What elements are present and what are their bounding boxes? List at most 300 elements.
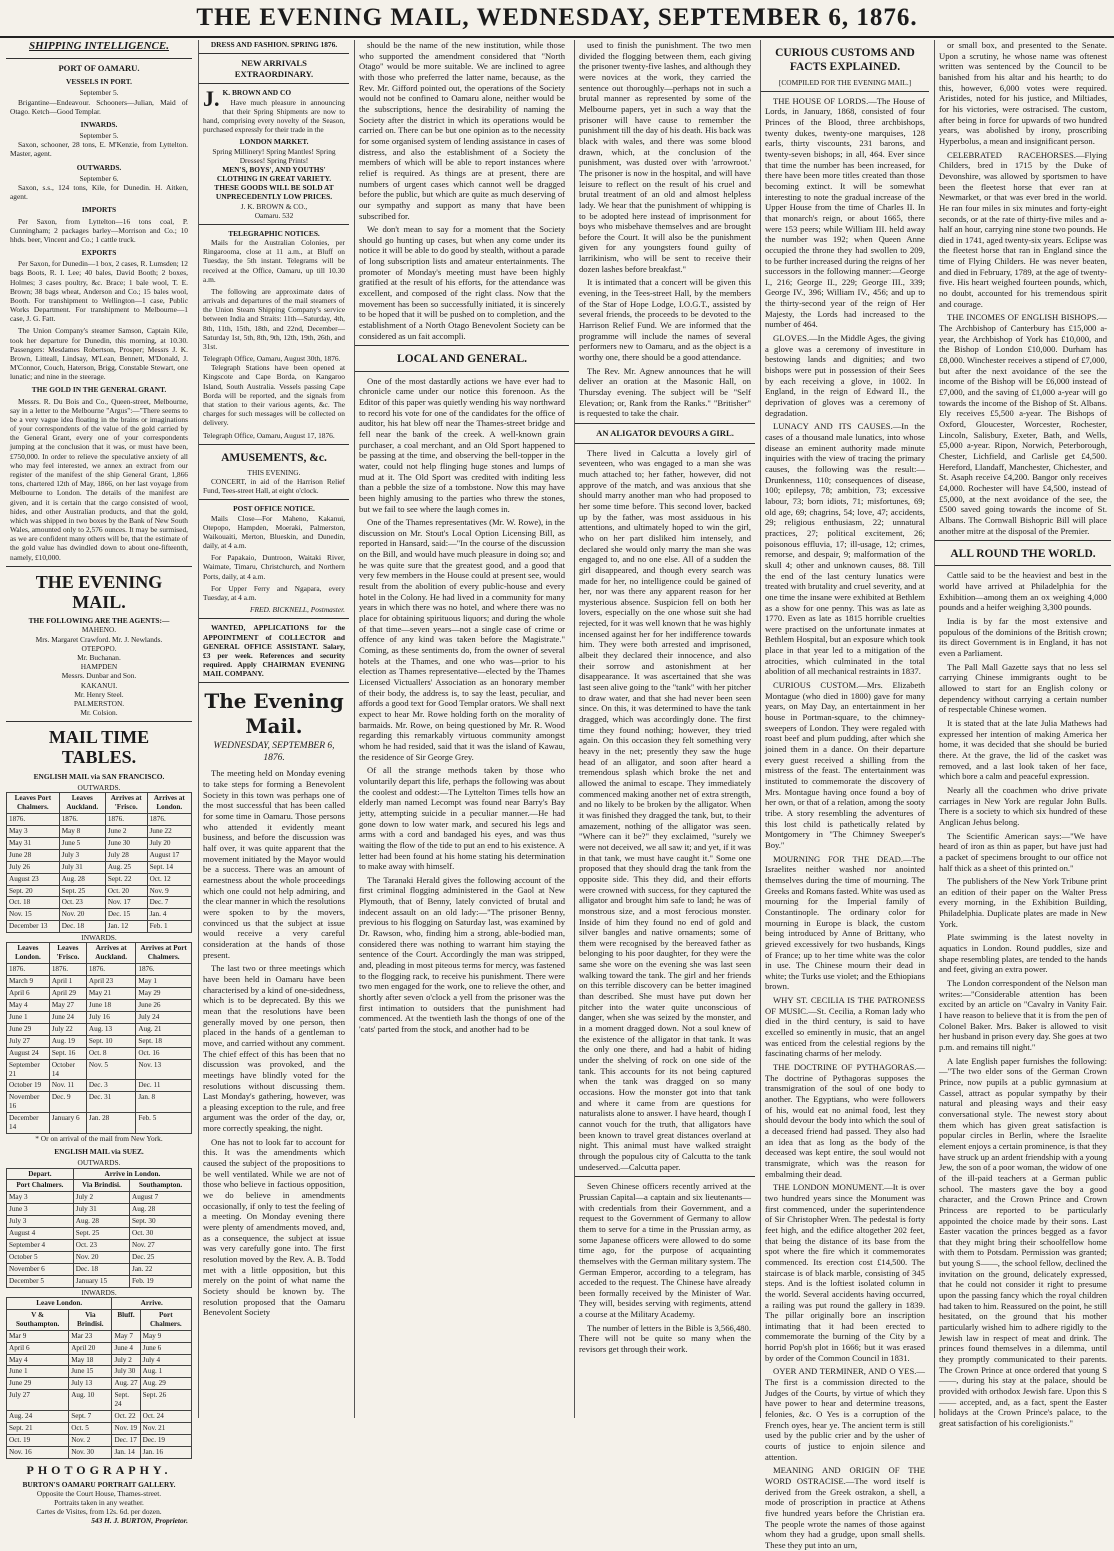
table-row: [7, 1092, 192, 1113]
table-row: [7, 849, 192, 861]
date-sep6: September 6.: [79, 173, 119, 183]
table-row: [7, 976, 192, 988]
table-row: [7, 909, 192, 921]
table-cell: Mar 9: [7, 1330, 69, 1342]
table-cell: July 2: [73, 1192, 129, 1204]
table-cell: June 6: [140, 1342, 191, 1354]
table-cell: Feb. 1: [147, 921, 191, 933]
table-subheader: Port Chalmers.: [140, 1309, 191, 1330]
table-cell: June 18: [86, 999, 135, 1011]
custom-paragraph: MEANING AND ORIGIN OF THE WORD OSTRACISE.—The word itself is derived from the Greek ostrakon, a shell, a mode of proscription in practice at Athens five hundred years before the Christian era. The people wrote the names of those against whom they had a grudge, upon small shells. These they put into an urn,: [765, 1465, 925, 1550]
table-cell: July 16: [86, 1011, 135, 1023]
table-row: [7, 1228, 192, 1240]
table-cell: June 3: [7, 1204, 74, 1216]
table-cell: Sept. 10: [86, 1035, 135, 1047]
divider: [355, 345, 569, 346]
port-heading: PORT OF OAMARU.: [58, 62, 140, 73]
jk-brown-place: Oamaru. 532: [254, 210, 294, 220]
table-cell: Dec. 3: [86, 1080, 135, 1092]
table-cell: Sept. 20: [7, 885, 60, 897]
table-cell: Aug. 1: [140, 1366, 191, 1378]
news-paragraph: The Taranaki Herald gives the following account of the first criminal flogging administered in the Gaol at New Plymouth, that of Benny, lately convicted of brutal and indecent assault on an old lady:—"The prisoner Benny, previous to his flogging on Saturday last, was examined by Dr. Rawson, who, finding him a strong, able-bodied man, considered there was nothing to warrant him staying the sentence of the Court. Accordingly the man was stripped, and, pleading in most piteous terms for mercy, was fastened to the flogging rack, to receive his punishment. There were two men engaged for the work, one to relieve the other, and shortly after seven o'clock a yell from the prisoner was the first intimation to outsiders that the punishment had commenced. At the twentieth lash the thongs of one of the 'cats' parted from the stock, and another had to be: [359, 874, 565, 1034]
table-header: Arrives at 'Frisco.: [105, 793, 147, 814]
hampden-agents: Messrs. Dunbar and Son.: [61, 671, 137, 681]
table-cell: May 8: [59, 825, 105, 837]
shipping-heading: SHIPPING INTELLIGENCE.: [29, 40, 169, 52]
table-cell: January 6: [49, 1113, 86, 1134]
news-paragraph: There lived in Calcutta a lovely girl of seventeen, who was engaged to a man she was much attached to; her father, however, did not approve of the match, and was anxious that she should marry another man who had proposed to her some time before. This second lover, backed up by the father, was most assiduous in his attentions, and ultimately hoped to win the girl, who on her part disliked him intensely, and declared she would only marry the man she was engaged to, and no one else. All of a sudden the girl disappeared, and though every search was made for her, no intelligence could be gained of her, nor was there any apparent reason for her mysterious absence. Suspicion fell on both her lovers, especially on the one whose suit she had rejected, for it was well known that he was highly incensed against her for her indifference towards him. They were both arrested and imprisoned, albeit they declared their innocence, and also their sorrow and astonishment at her disappearance. It was ascertained that she was last seen alive going to the "tank" with her pitcher to draw water, and that she had never been seen since. On this, it was determined to have the tank dragged, which was accordingly done. The first time they found nothing; however, they tried again. On this occasion they felt something very heavy in the net; presently they saw the huge head of an alligator, and soon after heard a tremendous splash which broke the net and allowed the animal to escape. They immediately commenced making another net of extra strength, and no likely to be broken by the alligator. When it was finished they dragged the tank, but, to their amazement, nothing of the alligator was seen. "Where can it be?" they exclaimed, "surely we were not deceived, we all saw it; and yet, if it was in that tank, we must have caught it." Some one proposed that they should drag the tank from the opposite side. This they did, and their efforts were crowned with success, for they captured the alligator and brought him safe to land; he was of monstrous size, and a most ferocious monster. Inside of him they found no end of gold and silver bangles and native ornaments; some of them were recognised by the bereaved father as belonging to his poor daughter, for they were the same she wore on the evening she was last seen walking toward the tank. The girl and her friends on this terrible discovery can be better imagined than described. She must have put down her pitcher into the water quite unconscious of danger, when she was seized by the monster, and in a moment dragged down. Not a soul knew of the existence of the alligator in that tank. It was the only one there, and had a habit of hiding under the shelving of rock on one side of the tank. This accounts for its not being captured when the tank was dragged on so many occasions. How the monster got into that tank and where it came from are questions for naturalists alone to answer. I have heard, though I cannot vouch for the truth, that alligators have been known to travel great distances overland at night. This animal must have walked straight through the populous city of Calcutta to the tank undeserved.—Calcutta paper.: [579, 447, 751, 1172]
custom-paragraph: THE INCOMES OF ENGLISH BISHOPS.—The Archbishop of Canterbury has £15,000 a-year, the Archbishop of York has £10,000, and the Bishop of London £10,000. Durham has £8,000. Winchester receives a stipend of £7,000, but after the next avoidance of the see the income of the Bishop will be £6,000 instead of £7,000, and the saving of £1,000 a-year will go towards the income of the Bishop of St. Albans. Ely receives £5,500 a-year. The Bishops of Oxford, Gloucester, Worcester, Rochester, Lincoln, Salisbury, Exeter, Bath, and Wells, £5,000 a-year. Ripon, Norwich, Peterborough, Chester, Lichfield, and Carlisle get £4,500. Hereford, Llandaff, Manchester, Chichester, and St. Asaph receive £4,200. Bangor only receives £4,000. Rochester will have £4,500, instead of £5,000, at the next avoidance of the see, the £500 saved going towards the income of St. Albans. The Cornwall Bishopric Bill will place another mitre at the disposal of the Premier.: [939, 312, 1107, 536]
divider: [935, 540, 1111, 541]
table-cell: Jan. 8: [136, 1092, 192, 1113]
table-cell: November 16: [7, 1092, 50, 1113]
gold-heading: THE GOLD IN THE GENERAL GRANT.: [31, 385, 167, 395]
this-evening: THIS EVENING.: [247, 467, 301, 477]
table-cell: Dec. 15: [105, 909, 147, 921]
column-local-news: [574, 40, 755, 1418]
table-cell: May 3: [7, 1192, 74, 1204]
table-cell: May 21: [86, 988, 135, 1000]
table-cell: Aug. 29: [140, 1378, 191, 1390]
divider: [6, 721, 192, 722]
outwards-heading: OUTWARDS.: [76, 162, 122, 172]
dropcap-j-icon: J.: [203, 86, 220, 112]
vessels-list: Brigantine—Endeavour. Schooners—Julian, Maid of Otago. Ketch—Good Templar.: [10, 97, 188, 116]
table-cell: 1876.: [49, 964, 86, 976]
table-row: [7, 1446, 192, 1458]
table-cell: July 3: [59, 849, 105, 861]
news-paragraph: Seven Chinese officers recently arrived at the Prussian Capital—a captain and six lieutenants—with credentials from their Government, and a request to the Government of Germany to allow them to serve for a time in the Prussian army, as some Japanese officers were allowed to do some time ago, for the purpose of acquainting themselves with the German military system. The German Emperor, according to a telegram, has acceded to the request. The Chinese have already been formally received by the Minister of War. They will, besides serving with regiments, attend a course at the Military Academy.: [579, 1181, 751, 1320]
world-paragraph: The Pall Mall Gazette says that no less sel carrying Chinese immigrants ought to be allowed to start for an English colony or dependency without carrying a certain number of respectable Chinese women.: [939, 661, 1107, 715]
table-row: [7, 1354, 192, 1366]
post-text-3: For Upper Ferry and Ngapara, every Tuesday, at 4 a.m.: [203, 583, 345, 602]
table-row: [7, 1435, 192, 1447]
column-curious-customs: [760, 40, 929, 1550]
table-header: Depart.: [7, 1168, 74, 1180]
table-cell: August 7: [130, 1192, 192, 1204]
table-cell: August 17: [147, 849, 191, 861]
custom-paragraph: THE HOUSE OF LORDS.—The House of Lords, in January, 1868, consisted of four Princes of the Blood, three archbishops, twenty dukes, twenty-one marquises, 128 earls, thirty viscounts, 231 barons, and twenty-seven bishops; in all, 464. Ever since that time the number has been increased, for there have been more titles created than those becoming extinct. It will be somewhat interesting to note the gradual increase of the Upper House from the time of Charles II. In that monarch's reign, or about 1665, there were 153 peers; while William III. held away the number was 192; when Queen Anne occupied the throne they had swollen to 209, to be further increased during the reigns of her successors in the following manner:—George I., 216; George II., 229; George III., 339; George IV., 396; William IV., 456; and up to the thirty-second year of the reign of Her Majesty, the Lords had increased to the number of 464.: [765, 95, 925, 330]
table-cell: July 28: [105, 849, 147, 861]
editorial-paragraph: We don't mean to say for a moment that the Society should go hunting up cases, but when any come under its notice it will be able to do good by stealth, without a parade of long subscription lists and amateur entertainments. The promoter of Monday's meeting must have been highly gratified at the result of his efforts, for the attendance was excellent, and composed of the right class. Now that the movement has been so successfully initiated, it is sincerely to be hoped that it will be pushed on to completion, and the establishment of a North Otago Benevolent Society can be considered as un fait accompli.: [359, 224, 565, 341]
table-cell: Sept. 21: [7, 1423, 69, 1435]
table-cell: July 26: [7, 861, 60, 873]
table-cell: Oct. 19: [7, 1435, 69, 1447]
table-cell: Oct. 30: [130, 1228, 192, 1240]
evening-mail-banner: The Evening Mail.: [204, 689, 344, 739]
table-cell: Nov. 11: [49, 1080, 86, 1092]
table-cell: Oct. 16: [136, 1047, 192, 1059]
table-header: Arrive.: [112, 1297, 192, 1309]
column-world-news: [934, 40, 1111, 1428]
table-cell: Jan. 12: [105, 921, 147, 933]
divider: [199, 83, 349, 84]
world-paragraph: It is stated that at the late Julia Mathews had expressed her intention of making America her home, it was decided that she should be buried there. At the grave, the lid of the casket was removed, and a last look taken of her face, which bore a calm and peaceful expression.: [939, 717, 1107, 782]
spring-list: Spring Millinery! Spring Mantles! Spring Dresses! Spring Prints!: [212, 146, 336, 165]
table-cell: Oct. 8: [86, 1047, 135, 1059]
otepopo-heading: OTEPOPO.: [81, 643, 117, 653]
divider: [199, 53, 349, 54]
sf-inwards-table: [6, 942, 192, 1134]
table-cell: May 1: [136, 976, 192, 988]
table-cell: Oct. 20: [105, 885, 147, 897]
exports-heading: EXPORTS: [81, 248, 117, 258]
suez-heading: ENGLISH MAIL via SUEZ.: [54, 1147, 144, 1157]
table-cell: Aug. 21: [136, 1023, 192, 1035]
maheno-heading: MAHENO.: [81, 625, 117, 635]
table-cell: Jan. 28: [86, 1113, 135, 1134]
table-cell: July 3: [7, 1216, 74, 1228]
divider: [6, 58, 192, 59]
gold-text: Messrs. R. Du Bois and Co., Queen-street, Melbourne, say in a letter to the Melbourne "Argus":—"There seems to be a very vague idea floating in the brains or imaginations of your correspondents of the value of the gold carried by the General Grant, every one of your correspondents jumping at the conclusion that it was, or must have been, £750,000. In order to relieve the speculative anxiety of all who may feel interested, we annex an extract from our register of the manifest of the ship General Grant, 1,866 tons, chartered 12th of May, 1866, on her last voyage from Melbourne to London. The details of the manifest are given, and it is certain that the cargo consisted of wool, hides, and other Australian products, and that the gold, which was shipped in two boxes by the Bank of New South Wales, amounted only to 2,576 ounces. It may be surmised, as we are confident many others will be, that the estimate of the gold value has dwindled down to about one-fifteenth, namely, £10,000.: [10, 396, 188, 562]
sf-note: * Or on arrival of the mail from New York.: [35, 1134, 163, 1144]
table-cell: June 15: [69, 1366, 112, 1378]
burton-signature: 543 H. J. BURTON, Proprietor.: [91, 1516, 188, 1526]
table-row: [7, 1192, 192, 1204]
table-cell: Jan. 22: [130, 1263, 192, 1275]
vessels-in-port-heading: VESSELS IN PORT.: [66, 77, 132, 87]
table-cell: Aug. 13: [86, 1023, 135, 1035]
table-cell: 1876.: [105, 813, 147, 825]
editorial-paragraph: The last two or three meetings which have been held in Oamaru have been characterised by a kind of one-sidedness, which is to be deprecated. By this we mean that the resolutions have been generally moved by one person, then placed in the hands of a gentleman to move, and carried without any comment. The chief effect of this has been that no discussion was provoked, and the meetings have blindly voted for the resolutions without discussing them. Last Monday's gathering, however, was a pleasing exception to the rule, and free argument was the order of the day, or, more correctly speaking, the night.: [203, 963, 345, 1134]
table-cell: August 23: [7, 873, 60, 885]
table-cell: Sept. 7: [69, 1411, 112, 1423]
telegraphic-text-2: The following are approximate dates of arrivals and departures of the mail steamers of the Union Steam Shipping Company's service between India and Straits: 11th—Saturday, 4th, 8th, 11th, 15th, 18th, and 22nd, December—Saturday 1st, 5th, 8th, 9th, 12th, 19th, 26th, and 31st.: [203, 286, 345, 351]
divider: [199, 682, 349, 683]
table-cell: July 27: [7, 1035, 50, 1047]
table-cell: April 1: [49, 976, 86, 988]
table-cell: July 31: [73, 1204, 129, 1216]
table-cell: August 4: [7, 1228, 74, 1240]
table-cell: Aug. 10: [69, 1390, 112, 1411]
date-sep5: September 5.: [79, 88, 119, 98]
divider: [355, 371, 569, 372]
table-cell: September 21: [7, 1059, 50, 1080]
table-row: [7, 1263, 192, 1275]
table-row: [7, 1023, 192, 1035]
table-cell: June 1: [7, 1011, 50, 1023]
suez-inwards-table: [6, 1297, 192, 1459]
masthead-title: THE EVENING MAIL, WEDNESDAY, SEPTEMBER 6, 1876.: [196, 4, 918, 31]
column-editorial: [354, 40, 569, 1418]
telegraph-note: Telegraph Stations have been opened at Kingscote and Cape Borda, on Kangaroo Island, South Australia. Vessels passing Cape Borda will be reported, and the signals from that station to their various agents, &c. The charges for such messages will be collected on delivery.: [203, 363, 345, 428]
custom-paragraph: THE LONDON MONUMENT.—It is over two hundred years since the Monument was first commenced, under the superintendence of Sir Christopher Wren. The pedestal is forty feet high, and the edifice altogether 202 feet, that being the distance of its base from the spot where the fire which it commemorates commenced. Its erection cost £14,500. The staircase is of black marble, consisting of 345 steps. And is the loftiest isolated column in the world. Several accidents having occurred, a railing was put round the gallery in 1839. The pillar originally bore an inscription intimating that it had been erected to commemorate the burning of the City by a horrid Pop'sh plot in 1666; but it was erased by order of the Common Council in 1831.: [765, 1182, 925, 1363]
table-cell: July 20: [147, 837, 191, 849]
table-cell: July 27: [7, 1390, 69, 1411]
imports-text: Per Saxon, from Lyttelton—16 tons coal, P. Cunningham; 2 packages barley—Morrison and Co.; 10 hhds. beer, Vincent and Co.; 1 cattle truck.: [10, 216, 188, 244]
table-cell: Dec. 7: [147, 897, 191, 909]
exports-text: Per Saxon, for Dunedin—1 box, 2 cases, R. Lumsden; 12 bags Boots, R. I. Lee; 40 bales, David Booth; 2 boxes, Holmes; 3 cases poultry, &c. Brace; 1 bale wool, T. E. Brown; 38 bags wheat, Anderson and Co.; 15 bales wool, Booth. For transhipment to Wellington—1 case, Public Works Department. For transhipment to Melbourne—1 case, J. G. Fatt.: [10, 259, 188, 324]
custom-paragraph: GLOVES.—In the Middle Ages, the giving a glove was a ceremony of investiture in bestowing lands and dignities; and two bishops were put in possession of their Sees by each receiving a glove, in 1002. In England, in the reign of Edward II., the deprivation of gloves was a ceremony of degradation.: [765, 333, 925, 418]
sf-outwards-table: [6, 792, 192, 933]
telegraph-office: Telegraph Office, Oamaru, August 30th, 1876.: [203, 354, 341, 364]
table-cell: Nov. 16: [7, 1446, 69, 1458]
dress-heading: DRESS AND FASHION. SPRING 1876.: [210, 40, 338, 49]
post-text-2: For Papakaio, Duntroon, Waitaki River, Waimate, Timaru, Christchurch, and Northern Ports, daily, at 4 a.m.: [203, 553, 345, 581]
table-cell: Oct. 22: [112, 1411, 140, 1423]
table-cell: Aug. 24: [7, 1411, 69, 1423]
editorial-paragraph: One has not to look far to account for this. It was the amendments which caused the subject of the propositions to be well ventilated. While we are not of those who believe in factious opposition, we do believe in amendments occasionally, if only to test the feeling of a meeting. On Monday evening there were plenty of amendments moved, and, as a consequence, the subject at issue was very carefully gone into. The first resolution moved by the Rev. A. B. Todd met with a little opposition, but this merely on the point of what name the Society should be known by. The resolution proposed that the Oamaru Benevolent Society: [203, 1136, 345, 1318]
table-cell: Dec. 31: [86, 1092, 135, 1113]
palmerston-heading: PALMERSTON.: [73, 698, 125, 708]
table-cell: Sept. 25: [59, 885, 105, 897]
table-row: [7, 1342, 192, 1354]
table-cell: September 4: [7, 1240, 74, 1252]
table-cell: December 13: [7, 921, 60, 933]
table-cell: April 23: [86, 976, 135, 988]
column-shipping: [6, 40, 192, 1526]
table-cell: Oct. 12: [147, 873, 191, 885]
table-cell: Aug. 28: [130, 1204, 192, 1216]
table-cell: Sept. 26: [140, 1390, 191, 1411]
news-paragraph: One of the Thames representatives (Mr. W. Rowe), in the discussion on Mr. Stout's Local Option Licensing Bill, as reported in Hansard, said:—"In the course of the discussion on the Bill, and would have much pleasure in doing so; and he was quite sure that the greatest good, and a good that very few members in the House could at present see, would result from the abolition of every public-house and every hotel in the Colony. He had lived in a community for many years in which there was no hotel, and where there was no place for obtaining spirituous liquors; and during the whole of that time—seven years—not a single case of crime or offence of any kind was taken before the Magistrate." Coming, as these sentiments do, from the owner of several hotels at the Thames, and one who was—prior to his election as Thames representative—elected by the Thames Licensed Victuallers' Association as an honorary member of their body, the address is, to say the least, peculiar, and affords a good text for Good Templar orators. We shall next expect to hear Mr. Rowe holding forth on the morality of barmaids. Mr. Rowe, on being questioned by Mr. R. Wood regarding this remarkably virtuous community amongst whom he had resided, said that it was the island of Kawau, the residence of Sir George Grey.: [359, 517, 565, 762]
table-cell: May 4: [7, 999, 50, 1011]
table-cell: August 24: [7, 1047, 50, 1059]
editorial-paragraph: should be the name of the new institution, while those who supported the amendment considered that "North Otago" would be more suitable. We are inclined to agree with those who preferred the latter name, because, as the Rev. Mr. Gifford pointed out, the operations of the Society would not be confined to Oamaru alone, neither would be the subscriptions, hence the desirability of naming the Society after the district in which its operations would be carried on. There can be but one opinion as to the necessity for some organised system of lending assistance in cases of distress, and also the establishment of a Society the members of which will be able to report instances where relief is required. As things are at present, there are numbers of urgent cases which cannot well be dragged before the public, but which are quite as much deserving of our sympathy and support as many that have been subscribed for.: [359, 40, 565, 221]
custom-paragraph: WHY ST. CECILIA IS THE PATRONESS OF MUSIC.—St. Cecilia, a Roman lady who died in the third century, is said to have excelled so eminently in music, that an angel was enticed from the celestial regions by the fascinating charms of her melody.: [765, 995, 925, 1059]
world-paragraph: India is by far the most extensive and populous of the dominions of the British crown; its direct Government is in England, it has not even a Parliament.: [939, 616, 1107, 659]
kakanui-agents: Mr. Henry Steel.: [74, 689, 124, 699]
table-row: [7, 1011, 192, 1023]
news-paragraph: The Rev. Mr. Agnew announces that he will deliver an oration at the Masonic Hall, on Thursday evening. The subject will be "Self Elevation; or, Rank from the Ranks." "Britisher" is requested to take the chair.: [579, 365, 751, 419]
table-cell: Nov. 9: [147, 885, 191, 897]
sf-outwards-label: OUTWARDS.: [77, 782, 121, 792]
table-row: [7, 897, 192, 909]
table-cell: Nov. 19: [112, 1423, 140, 1435]
wanted-ad: WANTED, APPLICATIONS for the APPOINTMENT of COLLECTOR and GENERAL OFFICE ASSISTANT. Salary, £3 per week. References and security required. Apply CHAIRMAN EVENING MAIL COMPANY.: [203, 623, 345, 679]
table-cell: June 24: [49, 1011, 86, 1023]
table-cell: Dec. 25: [130, 1252, 192, 1264]
news-paragraph: The number of letters in the Bible is 3,566,480. There will not be quite so many when the revisors get through their work.: [579, 1322, 751, 1355]
table-cell: May 18: [69, 1354, 112, 1366]
table-cell: 1876.: [136, 964, 192, 976]
table-header: Leaves London.: [7, 943, 50, 964]
custom-paragraph: MOURNING FOR THE DEAD.—The Israelites neither washed nor anointed themselves during the time of mourning. The Greeks and Romans fasted. White was used as mourning for the Imperial family of Constantinople. The ordinary color for mourning in Europe is black, the custom being introduced by Anne of Brittany, who grieved excessively for two husbands, Kings of France; up to her time white was the color in use. The Chinese mourn their dead in white; the Turks use violet; and the Ethiopians brown.: [765, 853, 925, 992]
table-cell: 1876.: [147, 813, 191, 825]
table-cell: Nov. 21: [140, 1423, 191, 1435]
table-cell: May 31: [7, 837, 60, 849]
table-cell: Sept. 22: [105, 873, 147, 885]
clothing-heading: MEN'S, BOYS', AND YOUTHS' CLOTHING IN GREAT VARIETY.: [216, 164, 332, 184]
table-cell: June 29: [7, 1023, 50, 1035]
table-row: [7, 813, 192, 825]
table-cell: April 6: [7, 1342, 69, 1354]
inwards-heading: INWARDS.: [80, 119, 118, 129]
table-cell: July 2: [112, 1354, 140, 1366]
table-subheader: Via Brindisi.: [69, 1309, 112, 1330]
table-row: [7, 873, 192, 885]
table-cell: June 5: [59, 837, 105, 849]
table-row: [7, 1330, 192, 1342]
table-cell: December 5: [7, 1275, 74, 1287]
table-cell: Aug. 19: [49, 1035, 86, 1047]
world-paragraph: Plate swimming is the latest novelty in aquatics in London. Round puddles, size and shape resembling plates, are tended to the hands and feet, giving an extra power.: [939, 932, 1107, 975]
inwards-text: Saxon, schooner, 28 tons, E. M'Kenzie, from Lyttelton. Master, agent.: [10, 140, 188, 159]
table-cell: Dec. 18: [59, 921, 105, 933]
table-row: [7, 1080, 192, 1092]
post-text: Mails Close—For Maheno, Kakanui, Otepopo, Hampden, Moeraki, Palmerston, Waikouaiti, Merton, Blueskin, and Dunedin, daily, at 4 a.m.: [203, 513, 345, 551]
divider: [199, 224, 349, 225]
world-paragraph: A late English paper furnishes the following:—"The two elder sons of the German Crown Prince, now pupils at a public gymnasium at Cassel, attract as popular sympathy by their natural and pleasing ways and their easy conversational style. The newest story about them which has given great satisfaction is popular circles in Berlin, where the Israelite element enjoys a certain prominence, is that they have struck up an ardent friendship with a young Jew, the son of a poor woman, the widow of one of the ill-paid teachers at a German public school. The masters gave the boy a good character, and the Crown Prince and Crown Princess are reported to be particularly appointed the choice made by their sons. Last Easter vacation the princes begged as a favor that they might bring their schoolfellow home with them to Potsdam. Permission was granted; but young S——, the school fellow, declined the invitation on the ground, delicately expressed, that he could not consider it right to presume upon the passing fancy which the royal children had taken to him. Reassured on the point, he still hesitated, on the ground that his mother particularly wished him to adhere rigidly to the Jewish law in respect of meat and drink. The princes found themselves in a dilemma, until they promptly communicated to their parents. The Crown Prince at once ordered that young S——, during his stay at the palace, should be provided with orthodox Jewish fare. Upon this S—— accepted, and, as a fact, spent the Easter holidays at the Crown Prince's palace, to the great satisfaction of his coreligionists.": [939, 1055, 1108, 1428]
table-row: [7, 988, 192, 1000]
table-row: [7, 1216, 192, 1228]
table-cell: Aug. 28: [59, 873, 105, 885]
union-company-text: The Union Company's steamer Samson, Captain Kile, took her departure for Dunedin, this morning, at 10.30. Passengers: Mesdames Robertson, Prosper; Messrs J. K. Brown, Litteall, Lindsay, M'Lean, Bennett, M'Donald, J. M'Connor, Couch, Haterson, Brigg, Constable Stewart, one lunatic; and nine in the steerage.: [10, 326, 188, 382]
divider: [935, 565, 1111, 566]
news-paragraph: One of the most dastardly actions we have ever had to chronicle came under our notice this forenoon. As the Editor of this paper was quietly wending his way northward to record his vote for one of the candidates for the office of auditor, his hat blew off near the Thames-street bridge and fell near the bank of the creek. A well-known grain purchaser, a coal merchant, and an Old Sport happened to be passing at the time, and observing the bell-topper in the water, could not help flinging huge stones and lumps of mud at it. The Old Sport was credited with inditing less than a pebble the size of a tombstone. Now this may have been highly amusing to the parties who threw the stones, but we fail to see where the laugh comes in.: [359, 375, 565, 514]
curious-customs-heading: CURIOUS CUSTOMS AND FACTS EXPLAINED.: [775, 47, 915, 74]
table-cell: October 14: [49, 1059, 86, 1080]
divider: [761, 91, 929, 92]
table-cell: Dec. 18: [73, 1263, 129, 1275]
table-cell: Nov. 15: [7, 909, 60, 921]
table-cell: Sept. 16: [49, 1047, 86, 1059]
table-row: [7, 999, 192, 1011]
table-cell: Sept. 30: [130, 1216, 192, 1228]
table-header: Leaves 'Frisco.: [49, 943, 86, 964]
custom-paragraph: CURIOUS CUSTOM.—Mrs. Elizabeth Montague (who died in 1800) gave for many years, on May Day, an entertainment in her house in Portman-square, to the chimney-sweepers of London. They were regaled with roast beef and plum pudding, after which she joined them in a dance. On their departure every guest received a shilling from the mistress of the feast. The entertainment was instituted to commemorate the discovery of Mrs. Montague having once found a boy of her own, or that of a relation, among the sooty tribe. A story resembling the adventures of this lost child is pathetically related by Montgomery in "The Chimney Sweeper's Boy.": [765, 680, 925, 850]
table-cell: June 1: [7, 1366, 69, 1378]
news-paragraph: It is intimated that a concert will be given this evening, in the Tees-street Hall, by the members of the Star of Hope Lodge, I.O.G.T., assisted by several friends, the proceeds to be devoted to the Harrison Relief Fund. We are informed that the programme will include the names of several performers new to Oamaru, and as the object is a worthy one, there should be a good attendance.: [579, 277, 751, 363]
world-paragraph: Nearly all the coachmen who drive private carriages in New York are regular John Bulls. There is a society to which six hundred of these Anglican Jehus belong.: [939, 784, 1107, 827]
otepopo-agents: Mr. Buchanan.: [77, 652, 121, 662]
news-paragraph: Of all the strange methods taken by those who voluntarily depart this life, perhaps the following was about the coolest and oddest:—The Lyttelton Times tells how an elderly man named Lecompt was found near Barry's Bay jetty, attempting suicide in a peculiar manner.—He had gone down to low water mark, and secured his legs and arms with a cord and bandaged his eyes, and was thus waiting the flow of the tide to put an end to his existence. A letter had been found at his home stating his determination to make away with himself.: [359, 765, 565, 872]
table-cell: Oct. 23: [73, 1240, 129, 1252]
arrivals-heading: NEW ARRIVALS EXTRAORDINARY.: [234, 58, 314, 79]
table-cell: July 4: [140, 1354, 191, 1366]
table-header: Arrives at Auckland.: [86, 943, 135, 964]
table-row: [7, 1113, 192, 1134]
divider: [6, 566, 192, 567]
table-row: [7, 1390, 192, 1411]
table-cell: July 22: [49, 1023, 86, 1035]
table-cell: Dec. 19: [140, 1435, 191, 1447]
kakanui-heading: KAKANUI.: [80, 680, 118, 690]
telegraphic-text: Mails for the Australian Colonies, per Ringarooma, close at 11 a.m., at Bluff on Tuesday, the 5th instant. Telegrams will be received at the Office, Oamaru, up till 10.30 a.m.: [203, 238, 345, 284]
table-cell: June 26: [136, 999, 192, 1011]
suez-inwards-label: INWARDS.: [81, 1287, 117, 1297]
table-cell: Sept. 24: [112, 1390, 140, 1411]
table-cell: July 30: [112, 1366, 140, 1378]
london-market: LONDON MARKET.: [239, 137, 309, 147]
agents-heading: THE FOLLOWING ARE THE AGENTS:—: [28, 616, 170, 626]
jk-brown-text: Have much pleasure in announcing that their Spring Shipments are now to hand, comprising every novelty of the Season, purchased expressly for their trade in the: [203, 97, 345, 135]
world-paragraph: The Scientific American says:—"We have heard of iron as thin as paper, but have just had a packet of specimens brought to our office not half thick as a sheet of this printed on.": [939, 830, 1107, 873]
world-paragraph: The publishers of the New York Tribune print an edition of their paper on the Walter Press every morning, in the Exhibition Building, Philadelphia. Duplicate plates are made in New York.: [939, 876, 1107, 929]
table-cell: Oct. 5: [69, 1423, 112, 1435]
editorial-dateline: WEDNESDAY, SEPTEMBER 6, 1876.: [213, 740, 335, 763]
table-cell: Oct. 24: [140, 1411, 191, 1423]
table-header: Leaves Port Chalmers.: [7, 793, 60, 814]
table-subheader: V & Southampton.: [7, 1309, 69, 1330]
table-cell: Nov. 17: [105, 897, 147, 909]
divider: [575, 443, 755, 444]
sf-inwards-label: INWARDS.: [81, 933, 117, 943]
table-cell: May 7: [112, 1330, 140, 1342]
table-row: [7, 1423, 192, 1435]
table-row: [7, 1204, 192, 1216]
table-cell: Feb. 5: [136, 1113, 192, 1134]
table-cell: May 9: [140, 1330, 191, 1342]
masthead: [0, 0, 1114, 38]
concert-text: CONCERT, in aid of the Harrison Relief Fund, Tees-street Hall, at eight o'clock.: [203, 477, 345, 496]
table-row: [7, 964, 192, 976]
table-cell: Sept. 14: [147, 861, 191, 873]
burton-weather: Portraits taken in any weather.: [54, 1498, 144, 1508]
suez-outwards-label: OUTWARDS.: [77, 1158, 121, 1168]
table-cell: Oct. 23: [59, 897, 105, 909]
table-cell: Aug. 25: [105, 861, 147, 873]
hampden-heading: HAMPDEN: [80, 662, 118, 672]
evening-mail-heading: THE EVENING MAIL.: [35, 571, 163, 612]
burton-price: Cartes de Visites, from 12s. 6d. per dozen.: [36, 1507, 162, 1517]
photography-heading: PHOTOGRAPHY.: [26, 1462, 172, 1477]
table-cell: Sept. 25: [73, 1228, 129, 1240]
table-cell: June 22: [147, 825, 191, 837]
table-header: Arrives at London.: [147, 793, 191, 814]
table-row: [7, 837, 192, 849]
table-cell: Nov. 30: [69, 1446, 112, 1458]
suez-outwards-table: [6, 1168, 192, 1288]
custom-paragraph: LUNACY AND ITS CAUSES.—In the cases of a thousand male lunatics, into whose disease an eminent authority made minute inquiries with the view of tracing the primary causes, the following was the result:—Drunkenness, 110; consequences of disease, 100; epilepsy, 78; ambition, 73; excessive labour, 73; born idiots, 71; misfortunes, 69; old age, 69; chagrins, 54; love, 47; accidents, 29; religious enthusiasm, 22; unnatural practices, 27; political excitement, 26; poisonous effluvia, 17; ill-usage, 12; crimes, remorse, and despair, 9; malformation of the skull 4; other and unknown causes, 88. Till the end of the last century lunatics were treated with brutality and cruel severity, and at one time the insane were exhibited at Bethlem as a show for one penny. This was as late as 1770. Even as late as 1815 horrible cruelties were practised on the unfortunate inmates at Bethlem Hospital, but an exposure which took place in that year led to a mitigation of the atrocities, which culminated in the total abolition of all mechanical restraints in 1837.: [765, 421, 925, 677]
table-cell: July 31: [59, 861, 105, 873]
table-cell: Nov. 5: [86, 1059, 135, 1080]
table-cell: Dec. 11: [136, 1080, 192, 1092]
jk-brown-signature: J. K. BROWN & CO.,: [240, 201, 308, 211]
table-cell: May 29: [136, 988, 192, 1000]
table-cell: Jan. 16: [140, 1446, 191, 1458]
table-cell: June 30: [105, 837, 147, 849]
table-header: Arrive in London.: [73, 1168, 191, 1180]
telegraphic-heading: TELEGRAPHIC NOTICES.: [228, 228, 320, 238]
table-cell: 1876.: [7, 964, 50, 976]
divider: [575, 1176, 755, 1177]
table-cell: March 9: [7, 976, 50, 988]
table-cell: May 4: [7, 1354, 69, 1366]
table-cell: July 13: [69, 1378, 112, 1390]
burton-gallery: BURTON'S OAMARU PORTRAIT GALLERY.: [22, 1479, 176, 1489]
table-header: Leaves Auckland.: [59, 793, 105, 814]
divider: [575, 423, 755, 424]
table-row: [7, 1240, 192, 1252]
telegraph-office-2: Telegraph Office, Oamaru, August 17, 1876.: [203, 430, 335, 440]
table-cell: Nov. 20: [73, 1252, 129, 1264]
outwards-text: Saxon, s.s., 124 tons, Kile, for Dunedin. H. Aitken, agent.: [10, 183, 188, 202]
table-cell: May 27: [49, 999, 86, 1011]
table-cell: 1876.: [59, 813, 105, 825]
table-cell: April 6: [7, 988, 50, 1000]
divider: [199, 618, 349, 619]
table-row: [7, 1252, 192, 1264]
aligator-heading: AN ALIGATOR DEVOURS A GIRL.: [596, 427, 734, 438]
table-cell: 1876.: [86, 964, 135, 976]
table-row: [7, 1366, 192, 1378]
table-row: [7, 1378, 192, 1390]
table-subheader: Via Brindisi.: [73, 1180, 129, 1192]
sf-heading: ENGLISH MAIL via SAN FRANCISCO.: [33, 771, 165, 781]
jk-brown-heading: K. BROWN AND CO: [222, 88, 292, 98]
table-subheader: Port Chalmers.: [7, 1180, 74, 1192]
table-row: [7, 825, 192, 837]
table-cell: Dec. 9: [49, 1092, 86, 1113]
table-cell: Nov. 13: [136, 1059, 192, 1080]
postmaster: FRED. BICKNELL, Postmaster.: [249, 605, 345, 615]
table-cell: Nov. 27: [130, 1240, 192, 1252]
custom-paragraph: OYER AND TERMINER, AND O YES.—The first is a commission directed to the Judges of the Courts, by virtue of which they have power to hear and determine treasons, felonies, &c. O Yes is a corruption of the French oyes, hear ye. The ancient term is still used by the public crier and by the usher of courts of justice to enjoin silence and attention.: [765, 1366, 925, 1462]
local-general-heading: LOCAL AND GENERAL.: [396, 353, 528, 366]
table-row: [7, 1059, 192, 1080]
divider: [199, 444, 349, 445]
